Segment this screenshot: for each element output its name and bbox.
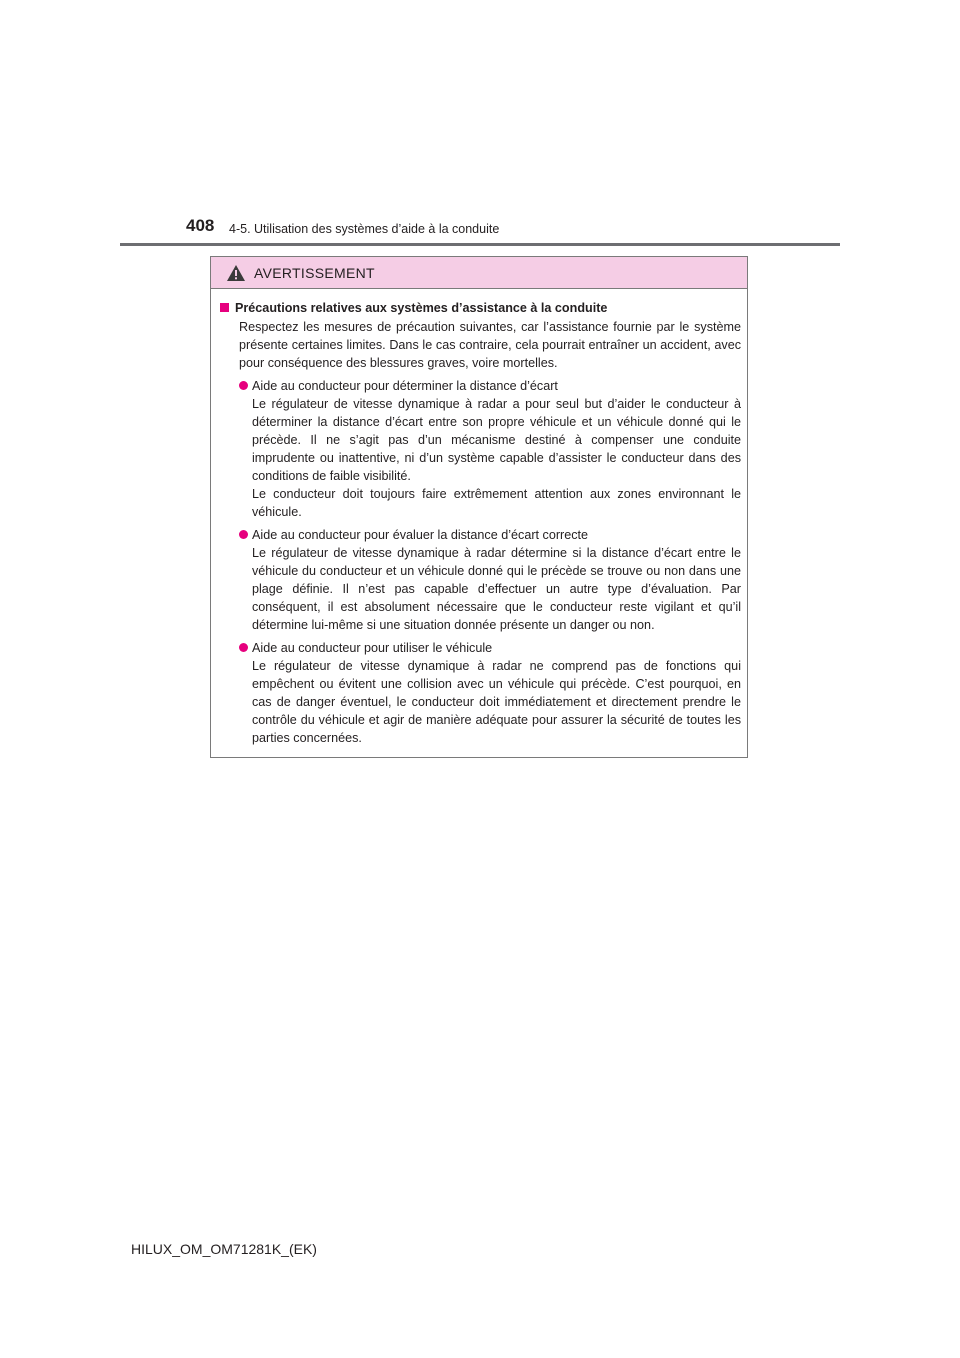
warning-box: [210, 256, 748, 758]
warning-intro: Respectez les mesures de précaution suivantes, car l’assistance fournie par le système présente certaines limites. Dans le cas contraire, cela pourrait entraîner un accident, avec pour conséquence des blessures graves, voire mortelles.: [239, 320, 741, 370]
warning-body: [211, 289, 747, 747]
round-bullet-icon: [239, 381, 248, 390]
list-item-text: Le régulateur de vitesse dynamique à radar a pour seul but d’aider le conducteur à déterminer la distance d’écart entre son propre véhicule et un véhicule donné qui le précède. Il ne s’agit pas d’un mécanisme destiné à compenser une conduite imprudente ou inattentive, ni d’un système capable d’assister le conducteur dans des conditions de faible visibilité.: [252, 397, 741, 483]
list-item-text: Le conducteur doit toujours faire extrêmement attention aux zones environnant le véhicule.: [252, 487, 741, 519]
warning-title: AVERTISSEMENT: [254, 264, 375, 281]
list-item: [239, 377, 741, 521]
warning-triangle-icon: [226, 264, 246, 282]
list-item-title: Aide au conducteur pour évaluer la distance d’écart correcte: [252, 528, 589, 542]
page-number: 408: [186, 216, 215, 235]
header-divider: [120, 243, 840, 246]
round-bullet-icon: [239, 643, 248, 652]
list-item-title: Aide au conducteur pour utiliser le véhicule: [252, 641, 493, 655]
warning-header: [211, 257, 747, 289]
warning-subhead: [220, 299, 741, 317]
document-code: HILUX_OM_OM71281K_(EK): [131, 1241, 317, 1257]
list-item-text: Le régulateur de vitesse dynamique à radar ne comprend pas de fonctions qui empêchent ou évitent une collision avec un véhicule qui précède. C’est pourquoi, en cas de danger éventuel, le conducteur doit immédiatement et directement prendre le contrôle du véhicule et agir de manière adéquate pour assurer la sécurité de toutes les parties concernées.: [252, 659, 741, 745]
list-item: [239, 639, 741, 747]
list-item-title: Aide au conducteur pour déterminer la distance d’écart: [252, 379, 558, 393]
list-item: [239, 526, 741, 634]
list-item-text: Le régulateur de vitesse dynamique à radar détermine si la distance d’écart entre le véhicule du conducteur et un véhicule donné qui le précède se trouve ou non dans une plage définie. Il n’est pas capable d’effectuer un autre type d’évaluation. Par conséquent, il est absolument nécessaire que le conducteur reste vigilant et qu’il détermine lui-même si une situation donnée présente un danger ou non.: [252, 546, 741, 632]
subhead-text: Précautions relatives aux systèmes d’assistance à la conduite: [235, 301, 608, 315]
round-bullet-icon: [239, 530, 248, 539]
section-title: 4-5. Utilisation des systèmes d’aide à la conduite: [229, 222, 500, 236]
square-bullet-icon: [220, 303, 229, 312]
